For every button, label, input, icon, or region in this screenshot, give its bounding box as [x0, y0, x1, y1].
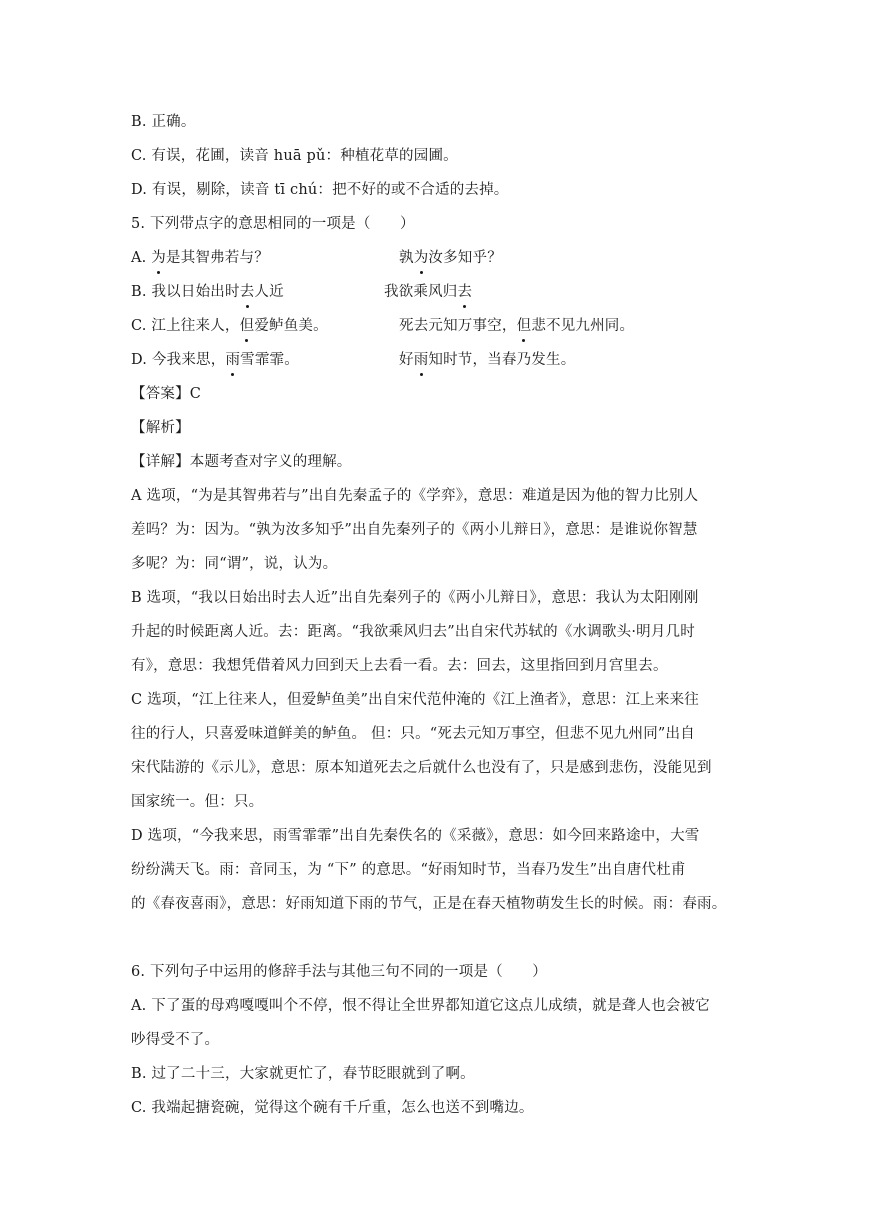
q5-detail-line: 【详解】本题考查对字义的理解。 [131, 454, 352, 470]
q6-option-line: B. 过了二十三，大家就更忙了，春节眨眼就到了啊。 [131, 1066, 475, 1082]
item-d-wrong: D. 有误，剔除，读音 tī chú：把不好的或不合适的去掉。 [131, 182, 509, 198]
dotted-char: 为 [413, 250, 429, 266]
q5-answer: 【答案】C [131, 386, 202, 402]
q5-analysis-label: 【解析】 [131, 420, 190, 436]
q5-option-d-right: 好雨知时节，当春乃发生。 [399, 352, 576, 368]
q5-option-d-left: D. 今我来思，雨雪霏霏。 [131, 352, 299, 368]
q5-option-a-right: 孰为汝多知乎？ [399, 250, 502, 266]
item-c-wrong: C. 有误，花圃，读音 huā pǔ：种植花草的园圃。 [131, 148, 458, 164]
q5-detail-line: 多呢？为：同“谓”，说，认为。 [131, 556, 338, 572]
dotted-char: 去 [457, 284, 473, 300]
q5-detail-line: 升起的时候距离人近。去：距离。“我欲乘风归去”出自宋代苏轼的《水调歌头·明月几时 [131, 624, 695, 640]
dotted-char: 但 [239, 318, 255, 334]
q5-detail-line: D 选项，“今我来思，雨雪霏霏”出自先秦佚名的《采薇》，意思：如今回来路途中，大雪 [131, 828, 700, 844]
q5-detail-line: A 选项，“为是其智弗若与”出自先秦孟子的《学弈》，意思：难道是因为他的智力比别人 [131, 488, 699, 504]
q5-detail-line: 国家统一。但：只。 [131, 794, 264, 810]
q5-option-c-left: C. 江上往来人，但爱鲈鱼美。 [131, 318, 328, 334]
item-b-correct: B. 正确。 [131, 114, 196, 130]
q5-detail-line: B 选项，“我以日始出时去人近”出自先秦列子的《两小儿辩日》，意思：我认为太阳刚刚 [131, 590, 699, 606]
q5-detail-line: 宋代陆游的《示儿》，意思：原本知道死去之后就什么也没有了，只是感到悲伤，没能见到 [131, 760, 712, 776]
dotted-char: 为 [151, 250, 166, 266]
q5-detail-line: C 选项，“江上往来人，但爱鲈鱼美”出自宋代范仲淹的《江上渔者》，意思：江上来来往 [131, 692, 699, 708]
q5-detail-line: 纷纷满天飞。雨：音同玉，为 “下” 的意思。“好雨知时节，当春乃发生”出自唐代杜甫 [131, 862, 686, 878]
q5-detail-line: 差吗？为：因为。“孰为汝多知乎”出自先秦列子的《两小儿辩日》，意思：是谁说你智慧 [131, 522, 698, 538]
q6-option-line: 吵得受不了。 [131, 1032, 220, 1048]
dotted-char: 去 [239, 284, 255, 300]
question-5-stem: 5. 下列带点字的意思相同的一项是（ ） [131, 216, 415, 232]
q5-option-c-right: 死去元知万事空，但悲不见九州同。 [399, 318, 635, 334]
q5-detail-line: 有》，意思：我想凭借着风力回到天上去看一看。去：回去，这里指回到月宫里去。 [131, 658, 668, 674]
dotted-char: 雨 [225, 352, 241, 368]
q5-detail-line: 的《春夜喜雨》，意思：好雨知道下雨的节气，正是在春天植物萌发生长的时候。雨：春雨。 [131, 896, 727, 912]
q5-option-a-left: A. 为是其智弗若与？ [131, 250, 269, 266]
q5-option-b-left: B. 我以日始出时去人近 [131, 284, 284, 300]
question-6-stem: 6. 下列句子中运用的修辞手法与其他三句不同的一项是（ ） [131, 964, 547, 980]
q6-option-line: A. 下了蛋的母鸡嘎嘎叫个不停，恨不得让全世界都知道它这点儿成绩，就是聋人也会被它 [131, 998, 710, 1014]
dotted-char: 但 [516, 318, 532, 334]
q6-option-line: C. 我端起搪瓷碗，觉得这个碗有千斤重，怎么也送不到嘴边。 [131, 1100, 534, 1116]
dotted-char: 雨 [413, 352, 429, 368]
q5-detail-line: 往的行人，只喜爱味道鲜美的鲈鱼。 但：只。“死去元知万事空，但悲不见九州同”出自 [131, 726, 695, 742]
q5-option-b-right: 我欲乘风归去 [384, 284, 473, 300]
